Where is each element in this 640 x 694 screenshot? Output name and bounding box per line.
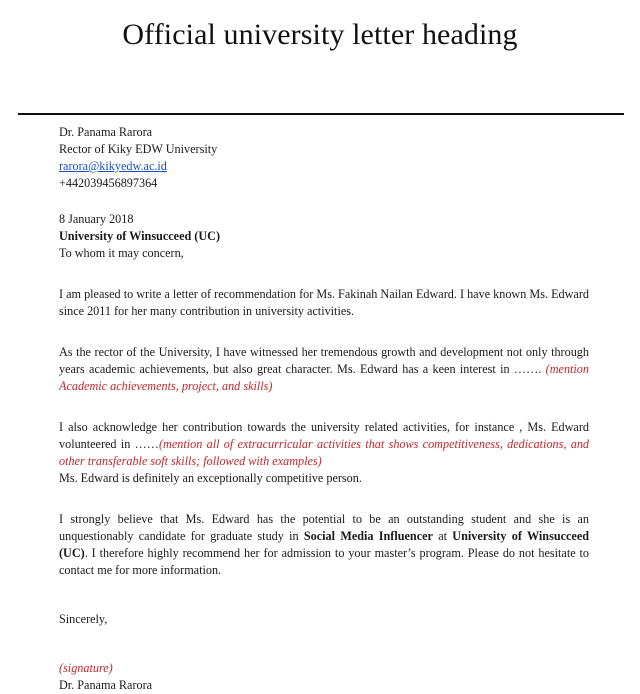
closing-sincerely: Sincerely, [59, 612, 108, 626]
signer-name: Dr. Panama Rarora [59, 678, 153, 692]
recipient-organization: University of Winsucceed (UC) [59, 229, 221, 243]
academic-placeholder: (mention Academic achievements, project, and skills) [59, 362, 589, 393]
paragraph-academic [59, 344, 589, 395]
paragraph-academic-text: As the rector of the University, I have witnessed her tremendous growth and development not only through years academic achievements, but also great character. Ms. Edward has a keen interest in ……. [59, 345, 589, 376]
program-name: Social Media Influencer [303, 529, 433, 543]
sender-title: Rector of Kiky EDW University [59, 142, 218, 156]
paragraph-activities [59, 419, 589, 470]
activities-placeholder: (mention all of extracurricular activities that shows competitiveness, dedications, and other transferable soft skills; followed with examples) [59, 437, 590, 468]
target-university: University of Winsucceed (UC) [59, 529, 590, 560]
sender-block [59, 124, 589, 192]
salutation: To whom it may concern, [59, 246, 184, 260]
paragraph-introduction: I am pleased to write a letter of recommendation for Ms. Fakinah Nailan Edward. I have known Ms. Edward since 2011 for her many contribution in university activities. [59, 287, 589, 318]
letter-date: 8 January 2018 [59, 212, 134, 226]
sender-phone: +442039456897364 [59, 176, 158, 190]
sender-name: Dr. Panama Rarora [59, 125, 153, 139]
recommendation-text-c: . I therefore highly recommend her for admission to your master’s program. Please do not hesitate to contact me for more information. [59, 546, 589, 577]
recipient-block [59, 211, 589, 262]
recommendation-text-a: I strongly believe that Ms. Edward has the potential to be an outstanding student and she is an unquestionably candidate for graduate study in [59, 512, 589, 543]
letter-heading: Official university letter heading [122, 18, 518, 51]
signature-placeholder: (signature) [59, 661, 113, 675]
letter-body [59, 124, 589, 694]
paragraph-activities-text: I also acknowledge her contribution towards the university related activities, for instance , Ms. Edward volunteered in …… [59, 420, 589, 451]
heading-divider [18, 113, 624, 115]
sender-email-link[interactable]: rarora@kikyedw.ac.id [59, 159, 167, 173]
paragraph-recommendation [59, 511, 589, 579]
recommendation-text-b: at [432, 529, 453, 543]
paragraph-activities-closing: Ms. Edward is definitely an exceptionally competitive person. [59, 471, 362, 485]
